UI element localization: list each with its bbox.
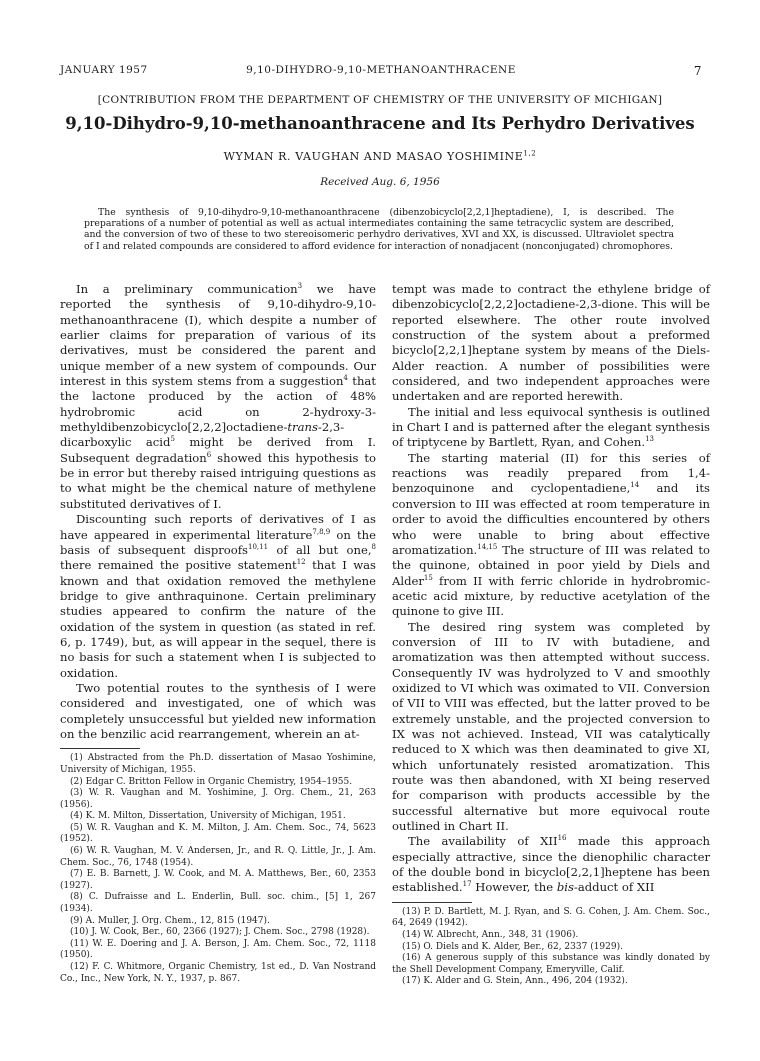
- author-names: WYMAN R. VAUGHAN AND MASAO YOSHIMINE: [223, 150, 524, 163]
- footnote: (7) E. B. Barnett, J. W. Cook, and M. A. Matthews, Ber., 60, 2353 (1927).: [60, 869, 376, 891]
- citation: 17: [462, 880, 472, 889]
- paragraph: The availability of XII$^{16}$ made this approach especially attractive, since the dienophilic character of the double bond in bicyclo[2,2,1]heptene has been established.$^{17}$ However, the bis-adduct of XII: [392, 834, 710, 895]
- footnote: (5) W. R. Vaughan and K. M. Milton, J. Am. Chem. Soc., 74, 5623 (1952).: [60, 822, 376, 845]
- footnote: (17) K. Alder and G. Stein, Ann., 496, 204 (1932).: [402, 976, 628, 987]
- citation: 8: [371, 542, 376, 551]
- left-column: [60, 282, 376, 985]
- right-column: [392, 282, 710, 988]
- citation: 16: [557, 834, 567, 843]
- received-date: Received Aug. 6, 1956: [320, 176, 440, 188]
- citation: 13: [645, 435, 654, 444]
- paragraph: Discounting such reports of derivatives of I as have appeared in experimental literature$^{7,8,9}$ on the basis of subsequent disproofs$^{10,11}$ of all but one,$^8$ there remained the positive statement$^{12}$ that I was known and that oxidation removed the methylene bridge to give anthraquinone. Certain preliminary studies appeared to confirm the nature of the oxidation of the system in question (as stated in ref. 6, p. 1749), but, as will appear in the sequel, there is no basis for such a statement when I is subjected to oxidation.: [60, 512, 376, 680]
- footnote: (14) W. Albrecht, Ann., 348, 31 (1906).: [402, 929, 579, 940]
- citation: 12: [296, 558, 306, 567]
- authors: [0, 150, 760, 163]
- footnote-divider: [60, 748, 140, 749]
- paragraph: tempt was made to contract the ethylene bridge of dibenzobicyclo[2,2,2]octadiene-2,3-dione. This will be reported elsewhere. The other route involved construction of the system about a preformed bicyclo[2,2,1]heptane system by means of the Diels-Alder reaction. A number of possibilities were considered, and two independent approaches were undertaken and are reported herewith.: [392, 282, 710, 404]
- citation: 6: [206, 450, 212, 459]
- footnote: (6) W. R. Vaughan, M. V. Andersen, Jr., and R. Q. Little, Jr., J. Am. Chem. Soc., 76, 1748 (1954).: [60, 846, 376, 868]
- citation: 10,11: [248, 542, 269, 551]
- footnote: (1) Abstracted from the Ph.D. dissertation of Masao Yoshimine, University of Michigan, 1955.: [60, 753, 376, 775]
- paragraph: The starting material (II) for this series of reactions was readily prepared from 1,4-benzoquinone and cyclopentadiene,$^{14}$ and its conversion to III was effected at room temperature in order to avoid the difficulties encountered by others who were unable to bring about effective aromatization.$^{14,15}$ The structure of III was related to the quinone, obtained in poor yield by Diels and Alder$^{15}$ from II with ferric chloride in hydrobromic-acetic acid mixture, by reductive acetylation of the quinone to give III.: [392, 450, 710, 619]
- page-number: 7: [693, 64, 702, 78]
- citation: 3: [297, 282, 303, 291]
- paragraph: In a preliminary communication$^3$ we have reported the synthesis of 9,10-dihydro-9,10-methanoanthracene (I), which despite a number of earlier claims for preparation of various of its derivatives, must be considered the parent and unique member of a new system of compounds. Our interest in this system stems from a suggestion$^4$ that the lactone produced by the action of 48% hydrobromic acid on 2-hydroxy-3-methyldibenzobicyclo[2,2,2]octadiene-trans-2,3-dicarboxylic acid$^5$ might be derived from I. Subsequent degradation$^6$ showed this hypothesis to be in error but thereby raised intriguing questions as to what might be the chemical nature of methylene substituted derivatives of I.: [60, 282, 377, 511]
- paragraph: The desired ring system was completed by conversion of III to IV with butadiene, and aromatization was then attempted without success. Consequently IV was hydrolyzed to V and smoothly oxidized to VI which was oximated to VII. Conversion of VII to VIII was effected, but the latter proved to be extremely unstable, and the projected conversion to IX was not achieved. Instead, VII was catalytically reduced to X which was then deaminated to give XI, which unfortunately resisted aromatization. This route was then abandoned, with XI being reserved for comparison with products accessible by the successful alternative but more equivocal route outlined in Chart II.: [392, 619, 710, 834]
- paragraph: The initial and less equivocal synthesis is outlined in Chart I and is patterned after the elegant synthesis of triptycene by Bartlett, Ryan, and Cohen.$^{13}$: [392, 404, 710, 450]
- footnotes: [60, 753, 376, 985]
- abstract: The synthesis of 9,10-dihydro-9,10-methanoanthracene (dibenzobicyclo[2,2,1]heptadiene), I, is described. The preparations of a number of potential as well as actual intermediates containing the same tetracyclic system are described, and the conversion of two of these to two stereoisomeric perhydro derivatives, XVI and XX, is discussed. Ultraviolet spectra of I and related compounds are considered to afford evidence for interaction of nonadjacent (nonconjugated) chromophores.: [84, 207, 674, 252]
- footnote: (9) A. Muller, J. Org. Chem., 12, 815 (1947).: [70, 915, 270, 926]
- citation: 14: [630, 481, 640, 490]
- running-head: [60, 64, 702, 80]
- footnote: (4) K. M. Milton, Dissertation, University of Michigan, 1951.: [70, 811, 346, 822]
- footnote: (3) W. R. Vaughan and M. Yoshimine, J. Org. Chem., 21, 263 (1956).: [60, 788, 376, 810]
- citation: 7,8,9: [312, 527, 331, 536]
- citation: 5: [170, 435, 175, 444]
- citation: 4: [343, 374, 348, 383]
- article-title: 9,10-Dihydro-9,10-methanoanthracene and Its Perhydro Derivatives: [65, 114, 695, 133]
- footnote: (16) A generous supply of this substance was kindly donated by the Shell Development Company, Emeryville, Calif.: [392, 953, 710, 975]
- citation: 15: [423, 573, 433, 582]
- footnote: (11) W. E. Doering and J. A. Berson, J. Am. Chem. Soc., 72, 1118 (1950).: [60, 938, 376, 961]
- footnote-divider: [392, 902, 472, 903]
- paragraph: Two potential routes to the synthesis of I were considered and investigated, one of which was completely unsuccessful but yielded new information on the benzilic acid rearrangement, wherein an at-: [60, 680, 376, 741]
- footnote: (12) F. C. Whitmore, Organic Chemistry, 1st ed., D. Van Nostrand Co., Inc., New York, N. Y., 1937, p. 867.: [60, 962, 376, 984]
- footnote: (2) Edgar C. Britton Fellow in Organic Chemistry, 1954–1955.: [70, 776, 353, 787]
- footnote: (8) C. Dufraisse and L. Enderlin, Bull. soc. chim., [5] 1, 267 (1934).: [60, 892, 376, 915]
- footnote: (15) O. Diels and K. Alder, Ber., 62, 2337 (1929).: [402, 941, 623, 952]
- citation: 14,15: [477, 542, 498, 551]
- contribution-line: [CONTRIBUTION FROM THE DEPARTMENT OF CHEMISTRY OF THE UNIVERSITY OF MICHIGAN]: [97, 94, 663, 106]
- footnotes: [392, 907, 710, 988]
- author-footnote-marks: 1,2: [523, 149, 537, 158]
- footnote: (13) P. D. Bartlett, M. J. Ryan, and S. G. Cohen, J. Am. Chem. Soc., 64, 2649 (1942).: [392, 906, 710, 929]
- running-head-title: 9,10-DIHYDRO-9,10-METHANOANTHRACENE: [246, 64, 516, 76]
- footnote: (10) J. W. Cook, Ber., 60, 2366 (1927); J. Chem. Soc., 2798 (1928).: [70, 927, 370, 938]
- running-head-date: JANUARY 1957: [60, 64, 148, 76]
